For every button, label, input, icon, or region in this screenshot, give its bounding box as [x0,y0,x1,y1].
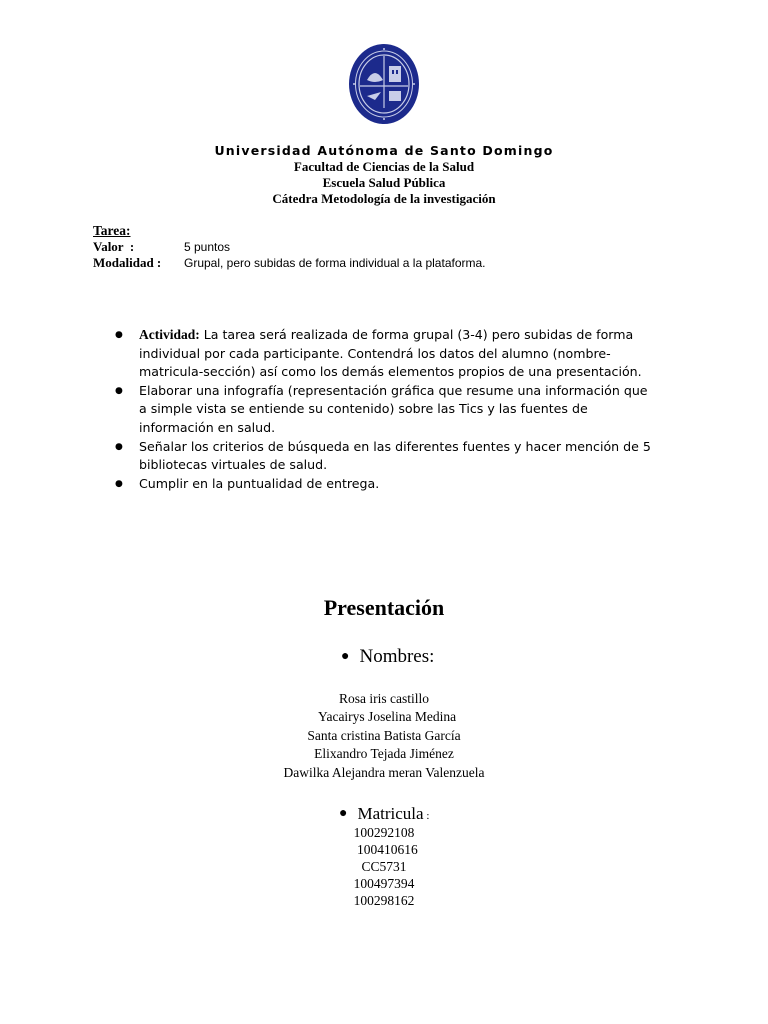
student-name: Yacairys Joselina Medina [311,709,457,725]
activity-line: Cumplir en la puntualidad de entrega. [139,475,380,491]
activity-item [112,382,692,438]
activity-line: matricula-sección) así como los demás elementos propios de una presentación. [139,364,642,380]
modalidad-label: Modalidad : [93,255,162,270]
names-list [0,690,768,782]
student-id: CC5731 [361,859,407,874]
bullet-icon: ● [339,806,348,821]
university-name: Universidad Autónoma de Santo Domingo [214,143,554,158]
activity-line: La tarea será realizada de forma grupal (3-4) pero subidas de forma [199,327,634,342]
activity-line: bibliotecas virtuales de salud. [139,457,328,473]
student-id: 100410616 [350,842,418,857]
modalidad-row [93,255,486,271]
activity-lead: Actividad: [139,327,200,342]
matricula-list [0,824,768,909]
student-id: 100292108 [353,825,415,840]
bullet-icon: ● [115,330,123,340]
document-header [0,143,768,207]
activity-line: Señalar los criterios de búsqueda en las diferentes fuentes y hacer mención de 5 [139,438,651,454]
chair-name: Cátedra Metodología de la investigación [272,191,496,206]
university-seal-icon [347,42,421,126]
activity-line: información en salud. [139,419,276,435]
valor-value: 5 puntos [184,240,231,254]
school-name: Escuela Salud Pública [322,175,446,190]
student-name: Rosa iris castillo [339,691,429,706]
activity-line: individual por cada participante. Contendrá los datos del alumno (nombre- [139,345,611,361]
bullet-icon: ● [115,385,123,396]
activity-line: a simple vista se entiende su contenido) sobre las Tics y las fuentes de [139,401,588,417]
valor-row [93,239,486,255]
valor-label: Valor : [93,239,135,254]
student-id: 100497394 [353,876,415,891]
activity-list [112,326,692,493]
activity-item [112,438,692,475]
bullet-icon: ● [115,441,123,452]
tarea-label: Tarea: [93,223,131,238]
student-id: 100298162 [353,893,415,908]
assignment-info [93,223,486,271]
student-name: Santa cristina Batista García [307,727,461,743]
activity-item [112,475,692,494]
modalidad-value: Grupal, pero subidas de forma individual a la plataforma. [184,256,486,270]
nombres-label: Nombres: [359,646,435,667]
matricula-colon: : [423,810,430,822]
presentation-title: Presentación [323,595,445,620]
university-seal [347,42,421,126]
nombres-heading [341,646,434,668]
matricula-label: Matricula [357,804,424,823]
bullet-icon: ● [341,649,350,664]
student-name: Dawilka Alejandra meran Valenzuela [283,764,485,780]
student-name: Elixandro Tejada Jiménez [314,746,454,762]
faculty-name: Facultad de Ciencias de la Salud [293,159,475,174]
activity-item [112,326,692,382]
activity-line: Elaborar una infografía (representación gráfica que resume una información que [139,382,648,398]
bullet-icon: ● [115,478,123,489]
